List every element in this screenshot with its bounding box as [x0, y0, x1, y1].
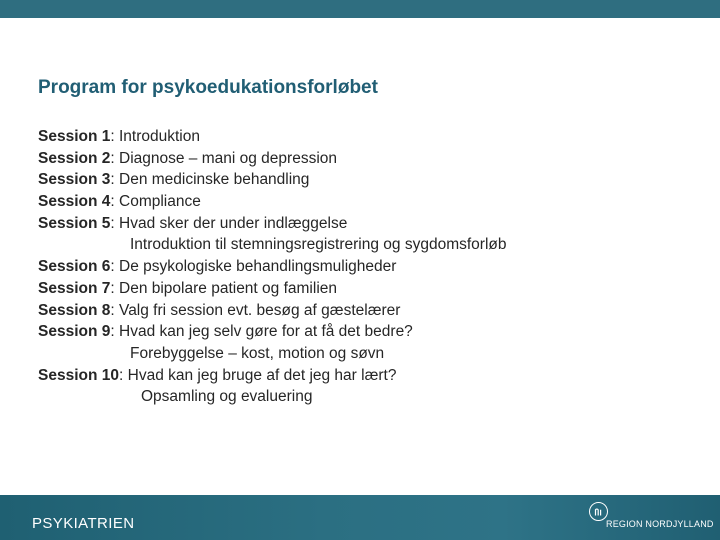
session-continuation-row — [38, 386, 678, 408]
session-row — [38, 256, 678, 278]
session-separator: : — [110, 171, 119, 189]
session-row — [38, 169, 678, 191]
session-continuation-row — [38, 343, 678, 365]
session-row — [38, 365, 678, 387]
session-separator: : — [110, 193, 119, 211]
session-label: Session 1 — [38, 128, 111, 145]
session-text: Den bipolare patient og familien — [119, 279, 337, 297]
logo-mark-icon — [590, 503, 607, 520]
session-label: Session 2 — [38, 149, 111, 167]
session-separator: : — [110, 149, 119, 167]
session-label: Session 10 — [38, 366, 119, 384]
session-row — [38, 126, 678, 148]
session-text: Valg fri session evt. besøg af gæstelærer — [119, 301, 401, 319]
region-nordjylland-text: REGION NORDJYLLAND — [606, 519, 714, 529]
session-separator: : — [110, 214, 119, 232]
session-separator: : — [110, 128, 119, 145]
session-row — [38, 148, 678, 170]
top-accent-bar — [0, 0, 720, 18]
session-separator: : — [110, 258, 119, 276]
session-label: Session 3 — [38, 171, 111, 189]
slide-title: Program for psykoedukationsforløbet — [38, 77, 378, 98]
session-text: Compliance — [119, 193, 201, 211]
session-row — [38, 213, 678, 235]
session-label: Session 9 — [38, 323, 111, 341]
session-text: Hvad kan jeg selv gøre for at få det bedre? — [119, 323, 413, 341]
session-continuation-row — [38, 234, 678, 256]
session-text: Forebyggelse – kost, motion og søvn — [130, 344, 385, 362]
session-text: Introduktion — [119, 128, 200, 145]
session-text: Diagnose – mani og depression — [119, 149, 337, 167]
session-label: Session 4 — [38, 193, 111, 211]
session-label: Session 8 — [38, 301, 111, 319]
session-list — [38, 126, 678, 408]
session-text: Opsamling og evaluering — [141, 388, 313, 406]
session-label: Session 5 — [38, 214, 111, 232]
session-separator: : — [110, 301, 119, 319]
session-separator: : — [110, 323, 119, 341]
session-row — [38, 321, 678, 343]
session-text: Hvad kan jeg bruge af det jeg har lært? — [127, 366, 397, 384]
session-text: Den medicinske behandling — [119, 171, 310, 189]
session-text: De psykologiske behandlingsmuligheder — [119, 258, 397, 276]
psykiatrien-brand-text: PSYKIATRIEN — [32, 515, 135, 532]
session-label: Session 7 — [38, 279, 111, 297]
session-separator: : — [119, 366, 128, 384]
session-text: Introduktion til stemningsregistrering og sygdomsforløb — [130, 236, 507, 254]
session-row — [38, 191, 678, 213]
session-text: Hvad sker der under indlæggelse — [119, 214, 348, 232]
session-separator: : — [110, 279, 119, 297]
session-row — [38, 278, 678, 300]
session-row — [38, 300, 678, 322]
session-label: Session 6 — [38, 258, 111, 276]
